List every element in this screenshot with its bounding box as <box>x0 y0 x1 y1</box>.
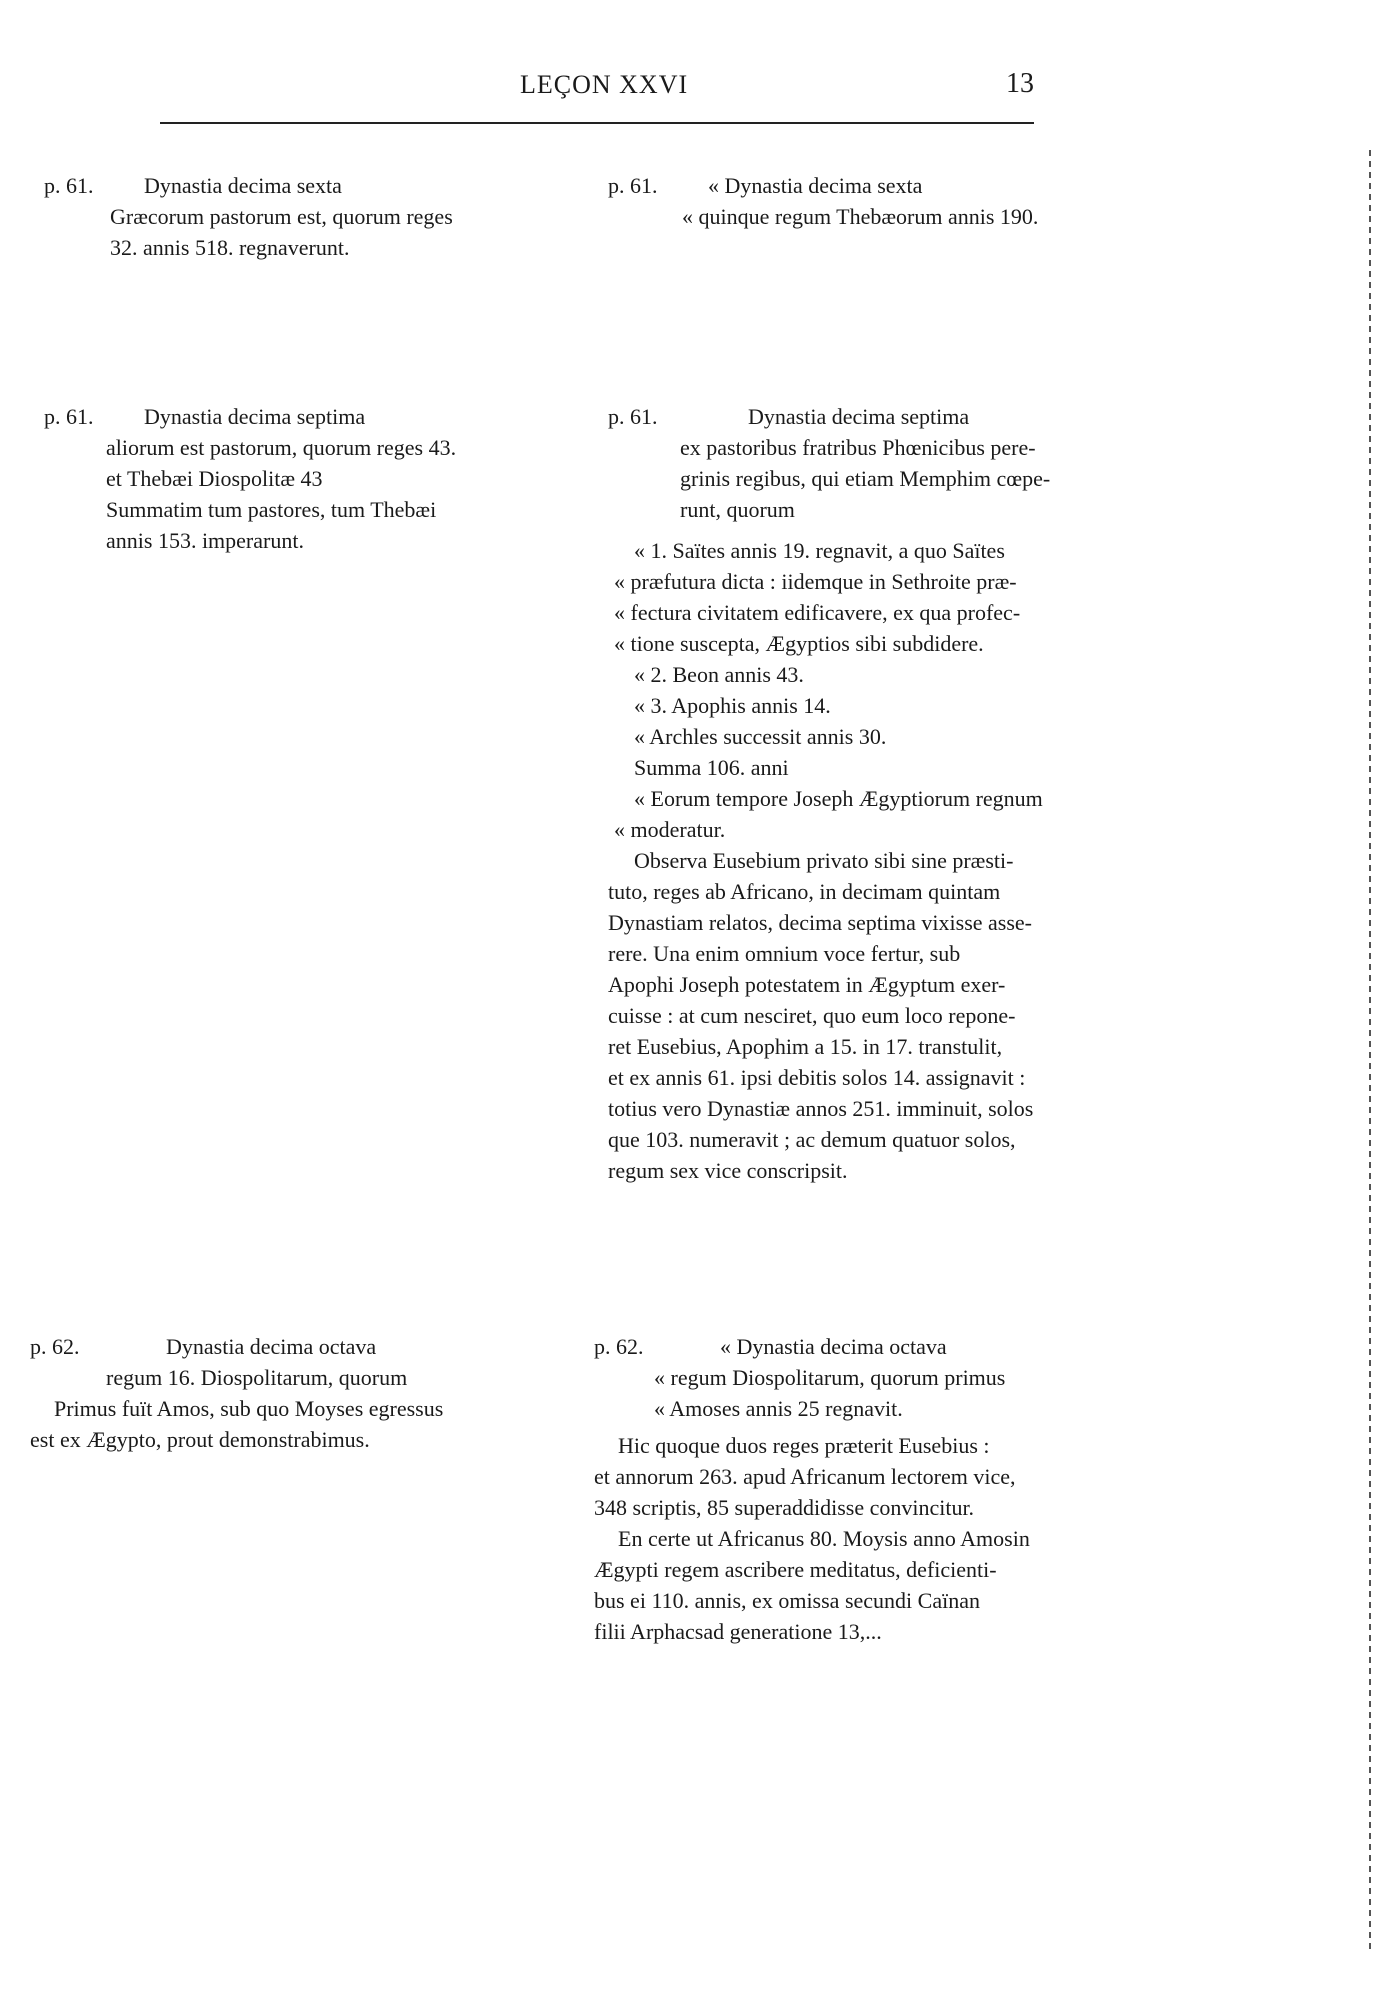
text-line: Græcorum pastorum est, quorum reges <box>110 204 453 229</box>
quote-line: « fectura civitatem edificavere, ex qua profec- <box>614 600 1021 625</box>
page-header <box>160 66 1034 106</box>
running-title: LEÇON XXVI <box>520 70 689 99</box>
left-entry-dynasty-18 <box>30 1331 570 1455</box>
text-line: et Thebæi Diospolitæ 43 <box>106 466 323 491</box>
right-entry-dynasty-16 <box>608 170 1168 232</box>
paragraph-line: que 103. numeravit ; ac demum quatuor solos, <box>608 1127 1016 1152</box>
entry-heading-line <box>608 170 1168 201</box>
text-line: grinis regibus, qui etiam Memphim cœpe- <box>680 466 1051 491</box>
spacer <box>608 525 1154 535</box>
paragraph-line: Observa Eusebium privato sibi sine præsti- <box>634 848 1014 873</box>
text-line: « quinque regum Thebæorum annis 190. <box>682 204 1039 229</box>
page-ref: p. 61. <box>608 173 658 198</box>
left-entry-dynasty-17 <box>44 401 584 556</box>
page-number: 13 <box>1006 68 1034 99</box>
entry-heading-line <box>44 401 584 432</box>
text-line: 32. annis 518. regnaverunt. <box>110 235 350 260</box>
text-line: est ex Ægypto, prout demonstrabimus. <box>30 1427 370 1452</box>
quote-line: « moderatur. <box>614 817 726 842</box>
right-entry-dynasty-17 <box>608 401 1154 1186</box>
quote-line: « tione suscepta, Ægyptios sibi subdidere. <box>614 631 984 656</box>
paragraph-line: cuisse : at cum nesciret, quo eum loco repone- <box>608 1003 1016 1028</box>
text-line: « Amoses annis 25 regnavit. <box>654 1396 903 1421</box>
left-entry-dynasty-16 <box>44 170 584 263</box>
entry-heading: « Dynastia decima sexta <box>708 173 923 198</box>
text-line: ex pastoribus fratribus Phœnicibus pere- <box>680 435 1036 460</box>
entry-heading-line <box>608 401 1154 432</box>
paragraph-line: Hic quoque duos reges præterit Eusebius : <box>618 1433 990 1458</box>
quote-line: « 1. Saïtes annis 19. regnavit, a quo Saïtes <box>634 538 1005 563</box>
paragraph-line: totius vero Dynastiæ annos 251. imminuit, solos <box>608 1096 1034 1121</box>
page-ref: p. 62. <box>30 1334 80 1359</box>
entry-heading: Dynastia decima septima <box>144 404 366 429</box>
right-entry-dynasty-18 <box>594 1331 1154 1647</box>
entry-heading: « Dynastia decima octava <box>720 1334 947 1359</box>
page-edge-shadow <box>1369 150 1371 1950</box>
text-line: « regum Diospolitarum, quorum primus <box>654 1365 1006 1390</box>
paragraph-line: Apophi Joseph potestatem in Ægyptum exer- <box>608 972 1006 997</box>
paragraph-line: rere. Una enim omnium voce fertur, sub <box>608 941 961 966</box>
header-rule <box>160 122 1034 124</box>
text-line: runt, quorum <box>680 497 795 522</box>
paragraph-line: Dynastiam relatos, decima septima vixisse asse- <box>608 910 1032 935</box>
paragraph-line: tuto, reges ab Africano, in decimam quintam <box>608 879 1001 904</box>
paragraph-line: 348 scriptis, 85 superaddidisse convincitur. <box>594 1495 975 1520</box>
paragraph-line: filii Arphacsad generatione 13,... <box>594 1619 882 1644</box>
text-line: aliorum est pastorum, quorum reges 43. <box>106 435 457 460</box>
page-ref: p. 61. <box>44 404 94 429</box>
text-line: regum 16. Diospolitarum, quorum <box>106 1365 408 1390</box>
quote-line: Summa 106. anni <box>634 755 789 780</box>
quote-line: « Eorum tempore Joseph Ægyptiorum regnum <box>634 786 1043 811</box>
paragraph-line: et annorum 263. apud Africanum lectorem vice, <box>594 1464 1016 1489</box>
paragraph-line: Ægypti regem ascribere meditatus, deficienti- <box>594 1557 997 1582</box>
entry-heading: Dynastia decima septima <box>748 404 970 429</box>
entry-heading-line <box>30 1331 570 1362</box>
entry-heading: Dynastia decima sexta <box>144 173 342 198</box>
quote-line: « 3. Apophis annis 14. <box>634 693 831 718</box>
quote-line: « Archles successit annis 30. <box>634 724 887 749</box>
page-ref: p. 61. <box>608 404 658 429</box>
paragraph-line: bus ei 110. annis, ex omissa secundi Caïnan <box>594 1588 980 1613</box>
text-line: Summatim tum pastores, tum Thebæi <box>106 497 437 522</box>
text-line: Primus fuït Amos, sub quo Moyses egressus <box>54 1396 444 1421</box>
quote-line: « 2. Beon annis 43. <box>634 662 804 687</box>
entry-heading-line <box>594 1331 1154 1362</box>
page-ref: p. 62. <box>594 1334 644 1359</box>
text-line: annis 153. imperarunt. <box>106 528 304 553</box>
entry-heading: Dynastia decima octava <box>166 1334 377 1359</box>
page-ref: p. 61. <box>44 173 94 198</box>
paragraph-line: regum sex vice conscripsit. <box>608 1158 848 1183</box>
quote-line: « præfutura dicta : iidemque in Sethroite præ- <box>614 569 1017 594</box>
paragraph-line: et ex annis 61. ipsi debitis solos 14. assignavit : <box>608 1065 1026 1090</box>
entry-heading-line <box>44 170 584 201</box>
paragraph-line: ret Eusebius, Apophim a 15. in 17. transtulit, <box>608 1034 1003 1059</box>
paragraph-line: En certe ut Africanus 80. Moysis anno Amosin <box>618 1526 1030 1551</box>
